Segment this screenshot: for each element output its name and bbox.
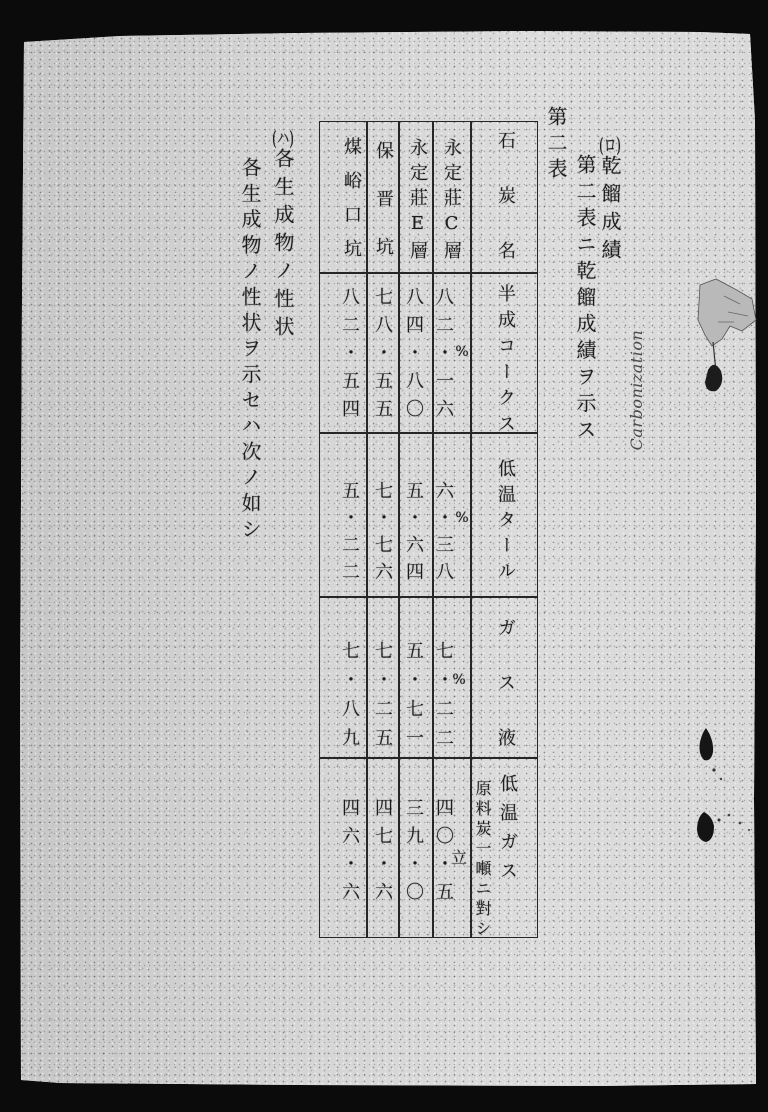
unit-mark: %	[452, 672, 466, 688]
unit-mark: %	[455, 344, 469, 360]
table-rule-vertical	[398, 121, 400, 938]
section-heading-text: 乾餾成績	[598, 155, 622, 267]
table-cell-coal-name: 煤峪口坑	[341, 137, 362, 273]
table-cell-coal-name: 永定莊C層	[441, 138, 462, 266]
header-coal-name: 石炭名	[495, 131, 516, 296]
table-cell-gas-liquor: 七・二五	[372, 641, 393, 757]
table-cell-low-temp-tar: 六・三八	[433, 481, 454, 589]
handwritten-note: Carbonization	[627, 329, 646, 451]
header-gas-liquor: ガス液	[495, 618, 516, 783]
table-rule-horizontal	[319, 596, 538, 598]
table-cell-low-temp-tar: 五・二二	[339, 481, 360, 589]
table-cell-low-temp-tar: 五・六四	[403, 481, 424, 589]
section-marker: (ハ)	[272, 128, 294, 148]
table-cell-semi-coke: 八四・八〇	[403, 287, 424, 427]
table-cell-semi-coke: 八二・一六	[433, 287, 454, 427]
data-table	[319, 121, 538, 938]
header-low-temp-gas-basis: 原料炭一噸ニ對シ	[473, 780, 492, 940]
section-marker: (ロ)	[599, 135, 621, 155]
table-cell-coal-name: 永定莊E層	[407, 138, 428, 266]
section-ha-text: 各生成物ノ性状ヲ示セハ次ノ如シ	[238, 157, 262, 544]
table-intro-text: 第二表ニ乾餾成績ヲ示ス	[573, 154, 597, 446]
section-ro-heading	[599, 135, 621, 267]
table-cell-low-temp-gas: 四七・六	[372, 798, 393, 910]
header-low-temp-gas: 低温ガス	[497, 774, 518, 890]
section-ha-heading	[272, 128, 294, 344]
table-cell-low-temp-gas: 三九・〇	[403, 798, 424, 910]
table-cell-gas-liquor: 七・八九	[339, 641, 360, 757]
header-low-temp-tar: 低温タール	[495, 459, 516, 587]
section-heading-text: 各生成物ノ性状	[271, 148, 295, 344]
unit-mark: %	[455, 510, 469, 526]
unit-mark: 立	[451, 848, 468, 867]
table-cell-low-temp-gas: 四〇・五	[433, 798, 454, 910]
table-cell-low-temp-tar: 七・七六	[372, 481, 393, 589]
header-semi-coke: 半成コークス	[495, 284, 516, 440]
table-rule-vertical	[366, 121, 368, 938]
table-cell-gas-liquor: 五・七一	[403, 641, 424, 757]
table-cell-semi-coke: 七八・五五	[372, 287, 393, 427]
table-cell-coal-name: 保晋坑	[373, 141, 394, 285]
table-caption: 第二表	[544, 106, 568, 184]
table-cell-gas-liquor: 七・二二	[433, 641, 454, 757]
table-cell-semi-coke: 八二・五四	[339, 287, 360, 427]
table-cell-low-temp-gas: 四六・六	[339, 798, 360, 910]
